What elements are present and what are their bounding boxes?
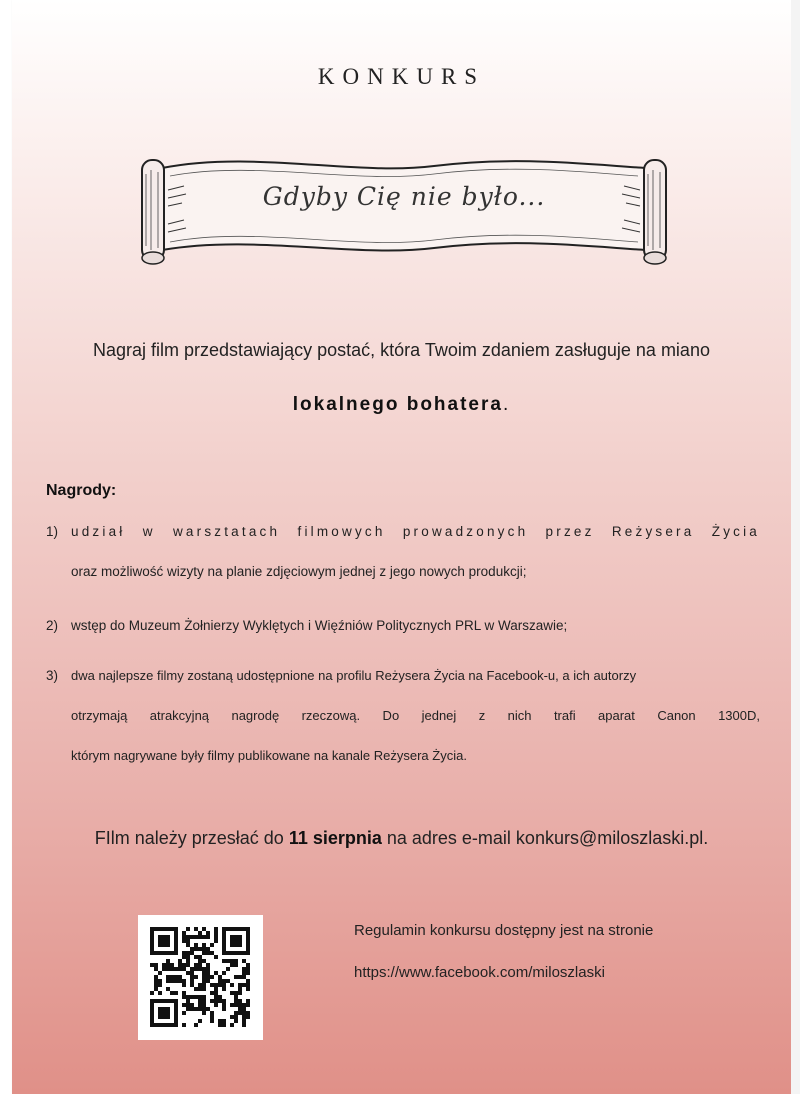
prize-line: którym nagrywane były filmy publikowane na kanale Reżysera Życia. [71, 748, 467, 763]
deadline-after: na adres e-mail konkurs@miloszlaski.pl. [381, 828, 709, 848]
deadline-date: 11 sierpnia [288, 828, 382, 848]
prize-number: 3) [46, 668, 59, 683]
prize-line: dwa najlepsze filmy zostaną udostępnione na profilu Reżysera Życia na Facebook-u, a ich autorzy [71, 668, 637, 683]
intro-bold-text: lokalnego bohatera [292, 394, 503, 415]
intro-highlight [12, 394, 791, 416]
scroll-banner [134, 150, 674, 270]
intro-line: Nagraj film przedstawiający postać, która Twoim zdaniem zasługuje na miano [93, 340, 710, 360]
prize-item-1 [46, 524, 760, 584]
prize-item-3 [46, 668, 760, 768]
rules-link[interactable]: https://www.facebook.com/miloszlaski [354, 964, 605, 981]
prize-item-2 [46, 618, 760, 638]
prizes-heading: Nagrody: [46, 482, 117, 499]
prize-line: oraz możliwość wizyty na planie zdjęciowym jednej z jego nowych produkcji; [71, 564, 527, 579]
banner-text: Gdyby Cię nie było... [262, 182, 546, 211]
prize-line: otrzymają atrakcyjną nagrodę rzeczową. Do jednej z nich trafi aparat Canon 1300D, [71, 708, 760, 723]
intro-end: . [502, 394, 511, 415]
deadline-before: FIlm należy przesłać do [94, 828, 289, 848]
prize-number: 2) [46, 618, 59, 633]
page-title: KONKURS [317, 64, 486, 89]
qr-code [138, 915, 263, 1040]
deadline-text [12, 828, 791, 849]
page-gutter [791, 0, 800, 1094]
poster-page [12, 0, 791, 1094]
qr-code-icon [138, 915, 263, 1040]
prize-line: wstęp do Muzeum Żołnierzy Wyklętych i Więźniów Politycznych PRL w Warszawie; [71, 618, 568, 633]
prize-number: 1) [46, 524, 59, 539]
rules-text: Regulamin konkursu dostępny jest na stronie [354, 922, 654, 939]
prize-line: udział w warsztatach filmowych prowadzonych przez Reżysera Życia [71, 524, 760, 539]
